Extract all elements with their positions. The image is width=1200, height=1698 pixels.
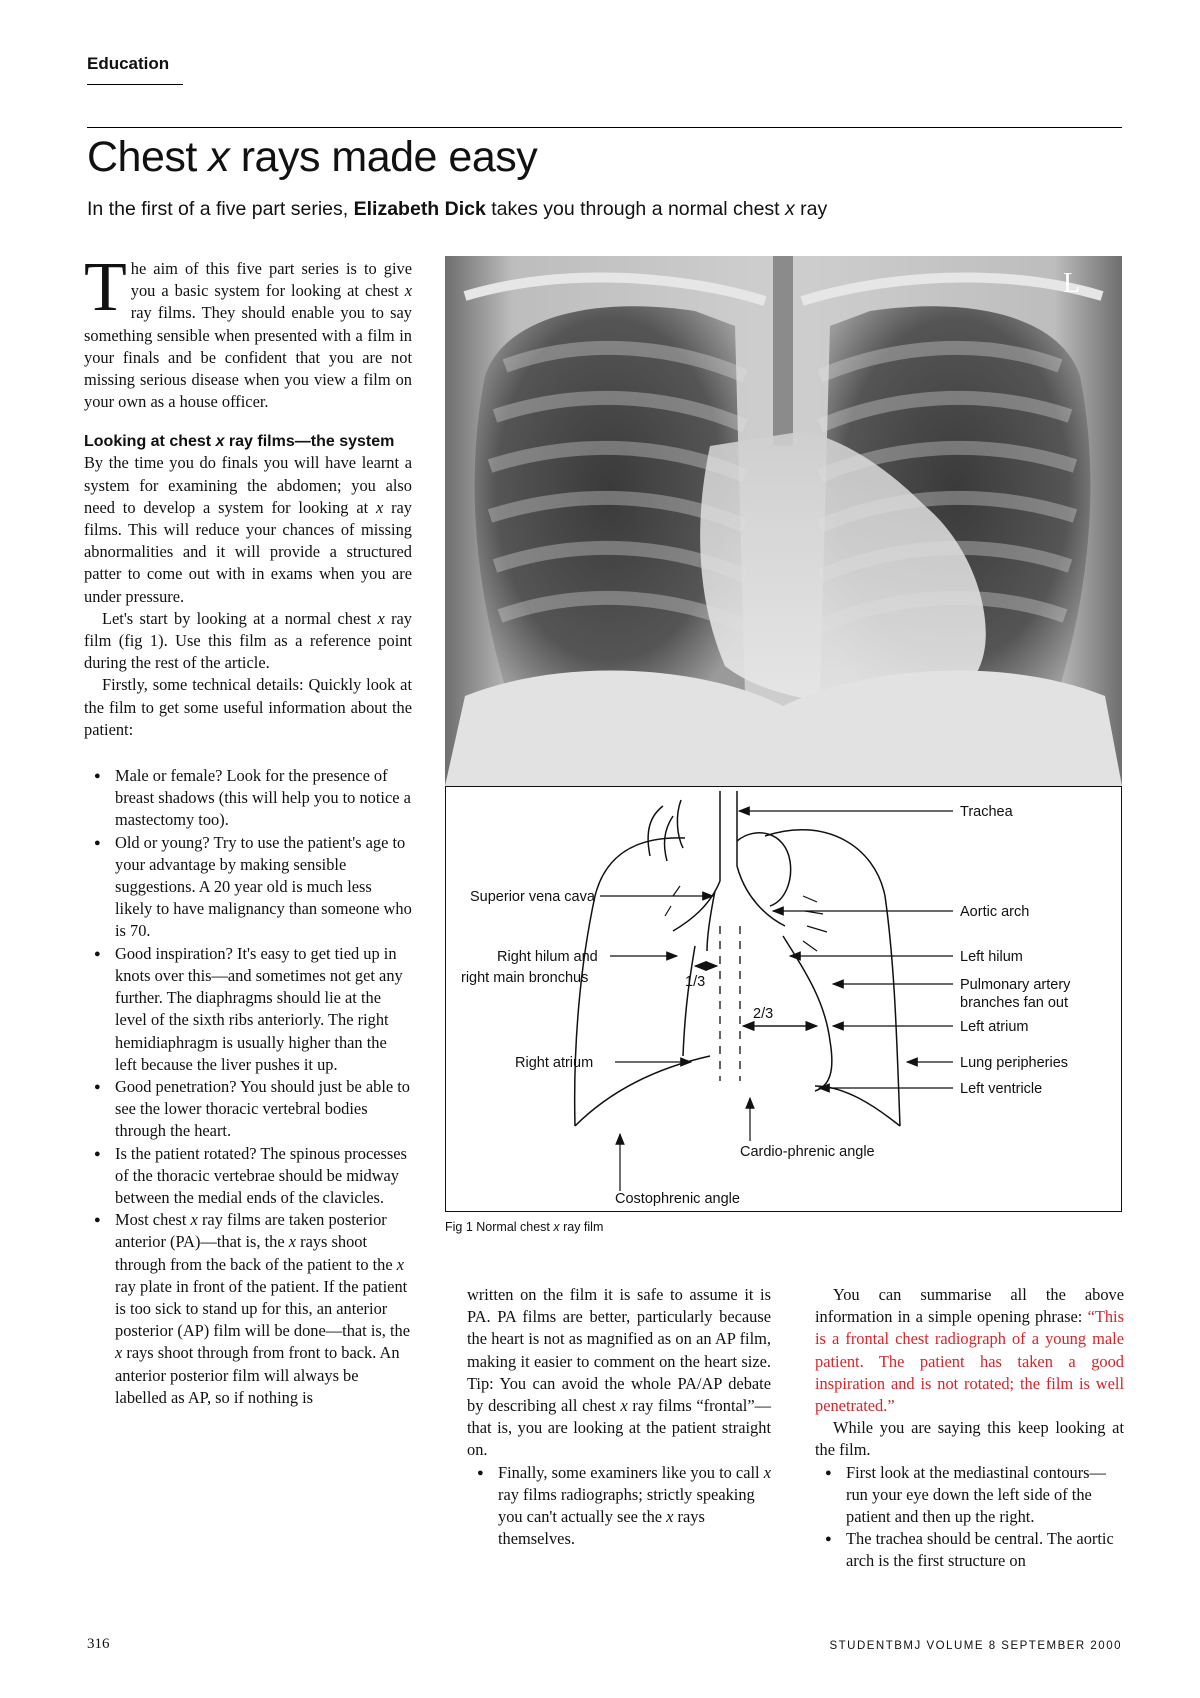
checklist (815, 1462, 1124, 1573)
journal-footer: STUDENTBMJ VOLUME 8 SEPTEMBER 2000 (829, 1640, 1122, 1652)
paragraph: By the time you do finals you will have learnt a system for examining the abdomen; you also need to develop a system for looking at x ray films. This will reduce your chances of missing abnormalities and it will provide a structured patter to come out with in exams when you are under pressure. (84, 453, 412, 606)
checklist (467, 1462, 771, 1551)
opening-phrase-quote: “This is a frontal chest radiograph of a young male patient. The patient has taken a good inspiration and is not rotated; the film is well penetrated.” (815, 1307, 1124, 1416)
list-item: ● Good penetration? You should just be able to see the lower thoracic vertebral bodies through the heart. (84, 1076, 412, 1143)
paragraph: Let's start by looking at a normal chest x ray film (fig 1). Use this film as a reference point during the rest of the article. (84, 608, 412, 673)
label-cardiophrenic-angle: Cardio-phrenic angle (740, 1144, 875, 1160)
section-heading: Looking at chest x ray films—the system (84, 433, 395, 451)
list-item: ● Male or female? Look for the presence of breast shadows (this will help you to notice a mastectomy too). (84, 765, 412, 832)
section-underline (87, 84, 183, 85)
chest-xray-image (445, 256, 1122, 786)
drop-cap: T (84, 249, 127, 326)
label-right-main-bronchus: right main bronchus (461, 970, 589, 986)
list-item: ● Good inspiration? It's easy to get tied up in knots over this—and sometimes not get any further. The diaphragms should lie at the level of the sixth ribs anteriorly. The right hemidiaphragm is usually higher than the left because the liver pushes it up. (84, 943, 412, 1076)
label-pulmonary-artery: Pulmonary artery (960, 977, 1071, 993)
one-third-label: 1/3 (685, 974, 706, 990)
label-aortic-arch: Aortic arch (960, 904, 1030, 920)
paragraph: While you are saying this keep looking at the film. (815, 1418, 1124, 1460)
page-number: 316 (87, 1636, 110, 1652)
two-thirds-label: 2/3 (753, 1006, 774, 1022)
list-item: ● First look at the mediastinal contours—run your eye down the left side of the patient and then up the right. (815, 1462, 1124, 1529)
label-costophrenic-angle: Costophrenic angle (615, 1191, 740, 1207)
author-name: Elizabeth Dick (353, 198, 486, 220)
list-item: ● Is the patient rotated? The spinous processes of the thoracic vertebrae should be midway between the medial ends of the clavicles. (84, 1143, 412, 1210)
xray-picture (445, 256, 1122, 786)
diagram-svg (445, 786, 1122, 1212)
label-right-hilum: Right hilum and (497, 949, 598, 965)
body-column-3 (815, 1284, 1124, 1573)
intro-paragraph: The aim of this five part series is to give you a basic system for looking at chest x ray films. They should enable you to say something sensible when presented with a film in your finals and be confident that you are not missing serious disease when you view a film on your own as a house officer. (84, 249, 412, 412)
label-left-atrium: Left atrium (960, 1019, 1029, 1035)
label-left-ventricle: Left ventricle (960, 1081, 1043, 1097)
paragraph: You can summarise all the above information in a simple opening phrase: “This is a frontal chest radiograph of a young male patient. The patient has taken a good inspiration and is not rotated; the film is well penetrated.” (815, 1285, 1124, 1416)
body-column-2 (467, 1284, 771, 1550)
side-marker: L (1063, 268, 1081, 299)
anatomy-diagram (445, 786, 1122, 1212)
label-superior-vena-cava: Superior vena cava (470, 889, 595, 905)
section-label: Education (87, 54, 170, 73)
list-item: ● The trachea should be central. The aortic arch is the first structure on (815, 1528, 1124, 1572)
list-item: ● Old or young? Try to use the patient's age to your advantage by making sensible suggestions. A 20 year old is much less likely to have malignancy than someone who is 70. (84, 832, 412, 943)
list-item: ● Finally, some examiners like you to call x ray films radiographs; strictly speaking you can't actually see the x rays themselves. (467, 1462, 771, 1551)
label-branches-fan-out: branches fan out (960, 995, 1069, 1011)
paragraph: Firstly, some technical details: Quickly look at the film to get some useful information about the patient: (84, 675, 412, 739)
article-title: Chest x rays made easy (87, 133, 538, 181)
label-right-atrium: Right atrium (515, 1055, 594, 1071)
header-rule (87, 127, 1122, 128)
body-column-1 (84, 249, 412, 1409)
checklist (84, 765, 412, 1409)
label-left-hilum: Left hilum (960, 949, 1023, 965)
list-item: ● Most chest x ray films are taken posterior anterior (PA)—that is, the x rays shoot through from the back of the patient to the x ray plate in front of the patient. If the patient is too sick to stand up for this, an anterior posterior (AP) film will be done—that is, the x rays shoot through from front to back. An anterior posterior film will always be labelled as AP, so if nothing is (84, 1209, 412, 1409)
standfirst: In the first of a five part series, Elizabeth Dick takes you through a normal chest x ray (87, 198, 828, 220)
label-lung-peripheries: Lung peripheries (960, 1055, 1069, 1071)
label-trachea: Trachea (960, 804, 1013, 820)
figure-caption: Fig 1 Normal chest x ray film (445, 1220, 604, 1234)
paragraph: written on the film it is safe to assume it is PA. PA films are better, particularly because the heart is not as magnified as on an AP film, making it easier to comment on the heart size. Tip: You can avoid the whole PA/AP debate by describing all chest x ray films “frontal”—that is, you are looking at the patient straight on. (467, 1285, 771, 1460)
